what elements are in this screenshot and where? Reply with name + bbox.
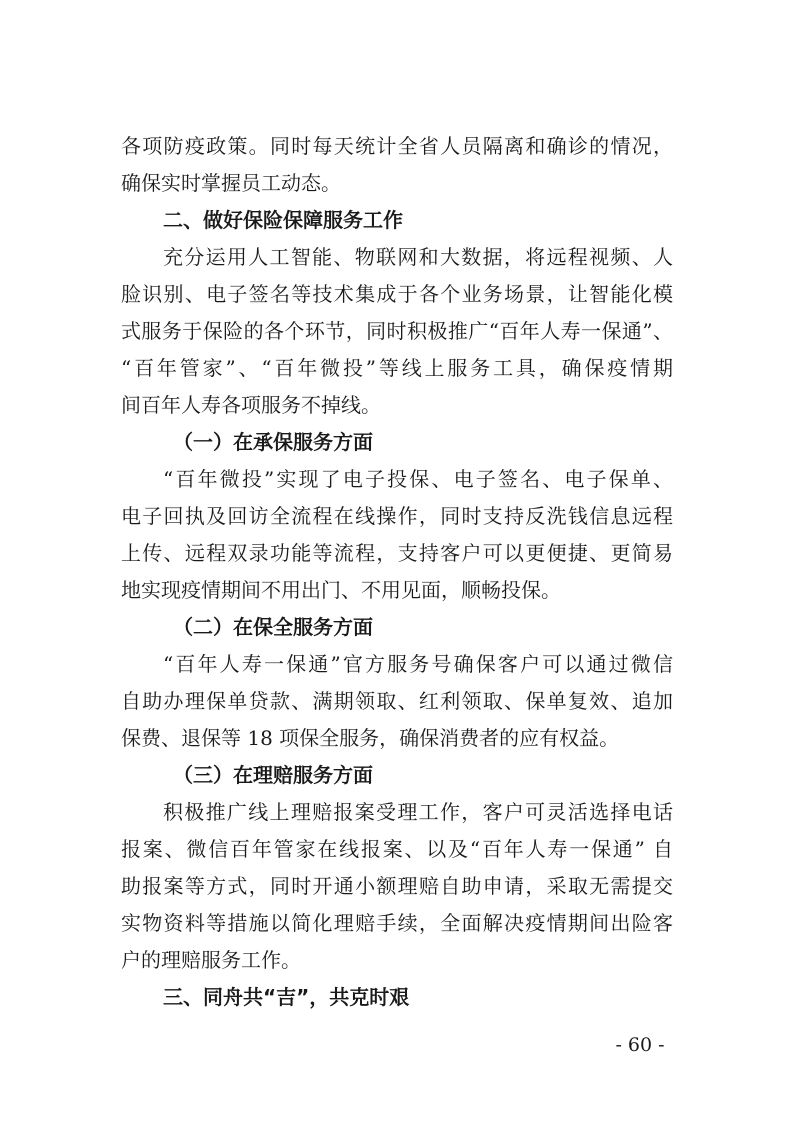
paragraph-line: 自助办理保单贷款、满期领取、红利领取、保单复效、追加 <box>121 689 673 713</box>
section-heading: 二、做好保险保障服务工作 <box>163 208 403 232</box>
paragraph-line: 地实现疫情期间不用出门、不用见面，顺畅投保。 <box>121 578 561 602</box>
paragraph-line: 助报案等方式，同时开通小额理赔自助申请，采取无需提交 <box>121 874 673 898</box>
paragraph-line: 充分运用人工智能、物联网和大数据，将远程视频、人 <box>163 245 673 269</box>
paragraph-line: 脸识别、电子签名等技术集成于各个业务场景，让智能化模 <box>121 282 673 306</box>
subsection-heading: （三）在理赔服务方面 <box>173 763 373 787</box>
page-number: - 60 - <box>615 1034 665 1056</box>
paragraph-line: 间百年人寿各项服务不掉线。 <box>121 393 381 417</box>
paragraph-line: 实物资料等措施以简化理赔手续，全面解决疫情期间出险客 <box>121 911 673 935</box>
paragraph-line: 式服务于保险的各个环节，同时积极推广“百年人寿一保通”、 <box>121 319 673 343</box>
paragraph-line: “百年管家”、“百年微投”等线上服务工具，确保疫情期 <box>121 356 673 380</box>
page-body <box>121 128 673 1016</box>
subsection-heading: （一）在承保服务方面 <box>173 430 373 454</box>
paragraph-line: 电子回执及回访全流程在线操作，同时支持反洗钱信息远程 <box>121 504 673 528</box>
subsection-heading: （二）在保全服务方面 <box>173 615 373 639</box>
paragraph-line: 积极推广线上理赔报案受理工作，客户可灵活选择电话 <box>163 800 673 824</box>
paragraph-line: 上传、远程双录功能等流程，支持客户可以更便捷、更简易 <box>121 541 673 565</box>
paragraph-line: 报案、微信百年管家在线报案、以及“百年人寿一保通” 自 <box>121 837 673 861</box>
paragraph-line: “百年人寿一保通”官方服务号确保客户可以通过微信 <box>163 652 673 676</box>
paragraph-line: “百年微投”实现了电子投保、电子签名、电子保单、 <box>163 467 673 491</box>
paragraph-line: 保费、退保等 18 项保全服务，确保消费者的应有权益。 <box>121 726 620 750</box>
paragraph-line: 户的理赔服务工作。 <box>121 948 301 972</box>
paragraph-line: 各项防疫政策。同时每天统计全省人员隔离和确诊的情况， <box>121 134 673 158</box>
paragraph-line: 确保实时掌握员工动态。 <box>121 171 341 195</box>
section-heading: 三、同舟共“吉”，共克时艰 <box>163 985 410 1009</box>
